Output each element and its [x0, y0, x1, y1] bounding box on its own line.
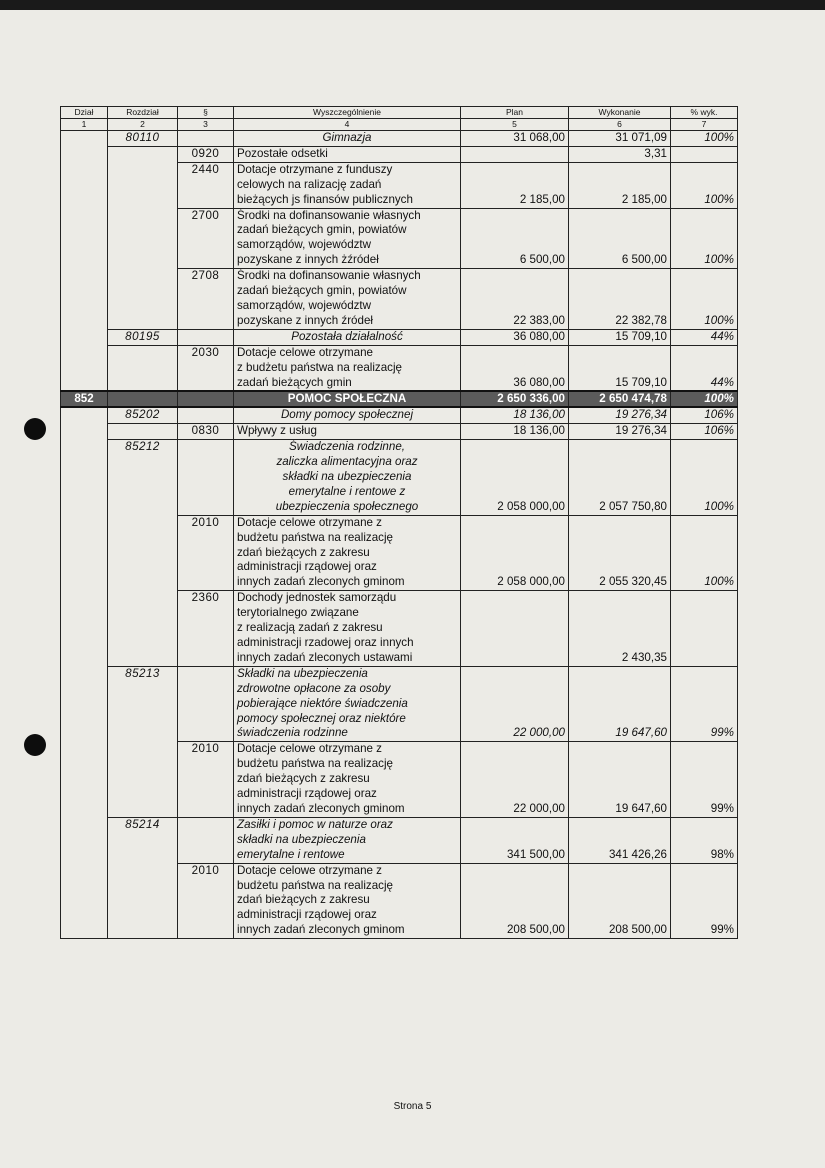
paragraf-cell: 2030 [178, 345, 234, 391]
wykonanie-cell: 208 500,00 [569, 863, 671, 939]
description-line: zadań bieżących gmin, powiatów [237, 223, 407, 237]
percent-cell: 99% [671, 742, 738, 818]
table-row [61, 666, 738, 742]
wykonanie-cell: 19 276,34 [569, 407, 671, 423]
description-line: Dotacje celowe otrzymane [237, 345, 373, 359]
description-line: pobierające niektóre świadczenia [237, 696, 408, 710]
budget-table [60, 106, 738, 939]
paragraf-cell [178, 407, 234, 423]
description-cell: Gimnazja [234, 131, 461, 147]
description-line: z realizacją zadań z zakresu [237, 621, 383, 635]
header-wykonanie: Wykonanie [569, 107, 671, 119]
description-cell [234, 515, 461, 591]
paragraf-cell: 2440 [178, 162, 234, 208]
wykonanie-cell: 6 500,00 [569, 208, 671, 269]
punch-hole [24, 418, 46, 440]
paragraf-cell [178, 666, 234, 742]
rozdzial-cell: 80195 [108, 329, 178, 345]
column-number: 3 [178, 119, 234, 131]
header-rozdzial: Rozdział [108, 107, 178, 119]
column-number: 2 [108, 119, 178, 131]
description-line: Świadczenia rodzinne, [288, 440, 405, 454]
description-cell [234, 742, 461, 818]
plan-cell: 2 650 336,00 [461, 391, 569, 407]
description-line: zdań bieżących z zakresu [237, 545, 370, 559]
description-line: pozyskane z innych żźródeł [237, 253, 379, 267]
rozdzial-cell [108, 345, 178, 391]
paragraf-cell [178, 329, 234, 345]
rozdzial-cell [108, 424, 178, 440]
paragraf-cell [178, 817, 234, 863]
table-row [61, 146, 738, 162]
plan-cell: 22 383,00 [461, 269, 569, 330]
percent-cell: 100% [671, 391, 738, 407]
plan-cell: 22 000,00 [461, 666, 569, 742]
dzial-cell [61, 407, 108, 938]
description-line: składki na ubezpieczenia [237, 832, 366, 846]
description-line: świadczenia rodzinne [237, 726, 348, 740]
description-line: samorządów, województw [237, 298, 372, 312]
plan-cell [461, 146, 569, 162]
wykonanie-cell: 2 430,35 [569, 591, 671, 667]
punch-hole [24, 734, 46, 756]
description-line: budżetu państwa na realizację [237, 530, 393, 544]
plan-cell: 36 080,00 [461, 345, 569, 391]
percent-cell: 44% [671, 329, 738, 345]
description-cell: Wpływy z usług [234, 424, 461, 440]
paragraf-cell [178, 440, 234, 516]
plan-cell: 2 185,00 [461, 162, 569, 208]
column-number: 5 [461, 119, 569, 131]
plan-cell: 2 058 000,00 [461, 440, 569, 516]
percent-cell: 106% [671, 424, 738, 440]
description-line: administracji rządowej oraz [237, 560, 377, 574]
description-line: emerytalne i rentowe z [288, 484, 406, 498]
wykonanie-cell: 15 709,10 [569, 329, 671, 345]
description-line: Dotacje celowe otrzymane z [237, 742, 382, 756]
percent-cell: 100% [671, 515, 738, 591]
percent-cell: 100% [671, 162, 738, 208]
paragraf-cell: 2360 [178, 591, 234, 667]
header-procent: % wyk. [671, 107, 738, 119]
plan-cell: 341 500,00 [461, 817, 569, 863]
description-line: Dotacje celowe otrzymane z [237, 863, 382, 877]
paragraf-cell [178, 131, 234, 147]
description-line: samorządów, województw [237, 238, 372, 252]
percent-cell: 106% [671, 407, 738, 423]
description-cell: Pozostałe odsetki [234, 146, 461, 162]
description-cell [234, 863, 461, 939]
column-number: 1 [61, 119, 108, 131]
header-dzial: Dział [61, 107, 108, 119]
plan-cell [461, 591, 569, 667]
header-paragraf: § [178, 107, 234, 119]
wykonanie-cell: 19 647,60 [569, 666, 671, 742]
description-line: innych zadań zleconych ustawami [237, 650, 413, 664]
rozdzial-cell: 85202 [108, 407, 178, 423]
description-cell [234, 666, 461, 742]
plan-cell: 6 500,00 [461, 208, 569, 269]
wykonanie-cell: 2 185,00 [569, 162, 671, 208]
description-line: z budżetu państwa na realizację [237, 360, 402, 374]
description-cell [234, 162, 461, 208]
paragraf-cell: 0830 [178, 424, 234, 440]
wykonanie-cell: 2 650 474,78 [569, 391, 671, 407]
description-line: Dochody jednostek samorządu [237, 591, 397, 605]
percent-cell: 100% [671, 208, 738, 269]
wykonanie-cell: 15 709,10 [569, 345, 671, 391]
description-line: ubezpieczenia społecznego [275, 499, 419, 513]
rozdzial-cell: 85214 [108, 817, 178, 938]
description-line: zdań bieżących z zakresu [237, 893, 370, 907]
rozdzial-cell: 85212 [108, 440, 178, 667]
description-line: zadań bieżących gmin [237, 375, 352, 389]
table-row [61, 817, 738, 863]
column-number: 6 [569, 119, 671, 131]
paragraf-cell: 2010 [178, 863, 234, 939]
description-cell: Domy pomocy społecznej [234, 407, 461, 423]
rozdzial-cell: 85213 [108, 666, 178, 817]
table-row [61, 407, 738, 423]
description-cell [234, 208, 461, 269]
table-row [61, 424, 738, 440]
wykonanie-cell: 19 276,34 [569, 424, 671, 440]
wykonanie-cell: 2 055 320,45 [569, 515, 671, 591]
paragraf-cell: 2010 [178, 742, 234, 818]
table-row [61, 329, 738, 345]
description-line: pomocy społecznej oraz niektóre [237, 711, 406, 725]
description-line: Składki na ubezpieczenia [237, 666, 368, 680]
description-line: zadań bieżących gmin, powiatów [237, 284, 407, 298]
plan-cell: 18 136,00 [461, 407, 569, 423]
header-wyszczegolnienie: Wyszczególnienie [234, 107, 461, 119]
percent-cell: 100% [671, 131, 738, 147]
table-column-numbers-row [61, 119, 738, 131]
description-line: budżetu państwa na realizację [237, 878, 393, 892]
description-line: innych zadań zleconych gminom [237, 575, 405, 589]
rozdzial-cell: 80110 [108, 131, 178, 147]
description-line: zdrowotne opłacone za osoby [237, 681, 391, 695]
table-row [61, 345, 738, 391]
description-line: emerytalne i rentowe [237, 847, 345, 861]
plan-cell: 22 000,00 [461, 742, 569, 818]
percent-cell: 100% [671, 440, 738, 516]
plan-cell: 208 500,00 [461, 863, 569, 939]
column-number: 7 [671, 119, 738, 131]
description-line: składki na ubezpieczenia [282, 470, 412, 484]
section-row [61, 391, 738, 407]
wykonanie-cell: 3,31 [569, 146, 671, 162]
wykonanie-cell: 19 647,60 [569, 742, 671, 818]
plan-cell: 36 080,00 [461, 329, 569, 345]
description-line: Środki na dofinansowanie własnych [237, 269, 421, 283]
table-row [61, 131, 738, 147]
table-header-row [61, 107, 738, 119]
description-line: budżetu państwa na realizację [237, 757, 393, 771]
wykonanie-cell: 31 071,09 [569, 131, 671, 147]
description-cell [234, 269, 461, 330]
description-line: terytorialnego związane [237, 606, 359, 620]
description-line: innych zadań zleconych gminom [237, 923, 405, 937]
description-cell [234, 591, 461, 667]
description-line: zaliczka alimentacyjna oraz [276, 455, 418, 469]
wykonanie-cell: 341 426,26 [569, 817, 671, 863]
paragraf-cell: 0920 [178, 146, 234, 162]
table-row [61, 440, 738, 516]
header-plan: Plan [461, 107, 569, 119]
rozdzial-cell [108, 391, 178, 407]
description-line: Środki na dofinansowanie własnych [237, 208, 421, 222]
wykonanie-cell: 2 057 750,80 [569, 440, 671, 516]
description-line: Dotacje otrzymane z funduszy [237, 162, 393, 176]
percent-cell [671, 591, 738, 667]
description-cell [234, 440, 461, 516]
dzial-cell [61, 131, 108, 392]
paragraf-cell: 2708 [178, 269, 234, 330]
percent-cell: 44% [671, 345, 738, 391]
description-cell: Pozostała działalność [234, 329, 461, 345]
description-cell [234, 817, 461, 863]
rozdzial-cell [108, 146, 178, 329]
scan-top-edge [0, 0, 825, 10]
percent-cell: 100% [671, 269, 738, 330]
plan-cell: 18 136,00 [461, 424, 569, 440]
description-line: bieżących js finansów publicznych [237, 192, 413, 206]
paragraf-cell: 2010 [178, 515, 234, 591]
description-line: zdań bieżących z zakresu [237, 772, 370, 786]
percent-cell: 99% [671, 666, 738, 742]
description-cell: POMOC SPOŁECZNA [234, 391, 461, 407]
description-line: Dotacje celowe otrzymane z [237, 515, 382, 529]
column-number: 4 [234, 119, 461, 131]
dzial-cell: 852 [61, 391, 108, 407]
description-line: administracji rządowej oraz [237, 908, 377, 922]
percent-cell: 98% [671, 817, 738, 863]
paragraf-cell [178, 391, 234, 407]
description-line: celowych na ralizację zadań [237, 177, 382, 191]
description-line: administracji rzadowej oraz innych [237, 636, 414, 649]
paragraf-cell: 2700 [178, 208, 234, 269]
description-line: pozyskane z innych źródeł [237, 313, 373, 327]
description-line: innych zadań zleconych gminom [237, 801, 405, 815]
wykonanie-cell: 22 382,78 [569, 269, 671, 330]
description-line: administracji rządowej oraz [237, 787, 377, 801]
description-cell [234, 345, 461, 391]
plan-cell: 31 068,00 [461, 131, 569, 147]
plan-cell: 2 058 000,00 [461, 515, 569, 591]
description-line: Zasiłki i pomoc w naturze oraz [237, 817, 393, 831]
page-number: Strona 5 [393, 1101, 432, 1112]
percent-cell [671, 146, 738, 162]
percent-cell: 99% [671, 863, 738, 939]
